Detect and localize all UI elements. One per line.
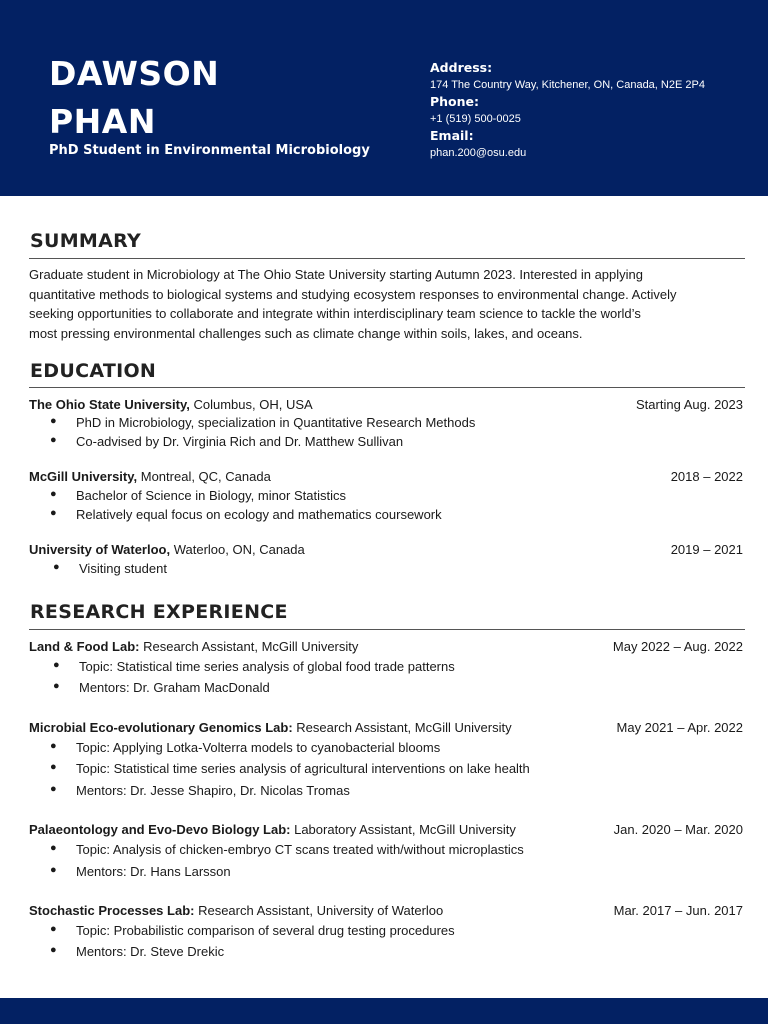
- address-value: 174 The Country Way, Kitchener, ON, Canada, N2E 2P4: [430, 79, 705, 91]
- list-item: [50, 507, 442, 522]
- bullet-icon: ●: [50, 488, 57, 500]
- education-rule: [29, 387, 745, 388]
- list-item-text: Mentors: Dr. Jesse Shapiro, Dr. Nicolas Tromas: [76, 783, 350, 798]
- entry-org: The Ohio State University,: [29, 397, 190, 412]
- header-banner: [0, 0, 768, 196]
- list-item: [50, 434, 403, 449]
- entry-role: Research Assistant, McGill University: [292, 720, 512, 735]
- bullet-icon: ●: [50, 923, 57, 935]
- entry-org: Land & Food Lab:: [29, 639, 140, 654]
- bullet-icon: ●: [50, 761, 57, 773]
- name-line-1: DAWSON: [49, 54, 220, 93]
- entry-date: May 2022 – Aug. 2022: [612, 639, 743, 654]
- subtitle: PhD Student in Environmental Microbiology: [49, 143, 370, 158]
- list-item-text: Topic: Analysis of chicken-embryo CT scans treated with/without microplastics: [76, 842, 524, 857]
- list-item: [53, 659, 455, 674]
- bullet-icon: ●: [50, 864, 57, 876]
- entry-date: Starting Aug. 2023: [636, 397, 743, 412]
- summary-heading: SUMMARY: [30, 230, 142, 252]
- list-item: [50, 740, 440, 755]
- bullet-icon: ●: [50, 415, 57, 427]
- bullet-icon: ●: [50, 944, 57, 956]
- summary-line: quantitative methods to biological systems and studying ecosystem responses to environmental change. Actively: [29, 286, 677, 302]
- entry-place: Columbus, OH, USA: [189, 397, 313, 412]
- list-item-text: PhD in Microbiology, specialization in Quantitative Research Methods: [76, 415, 476, 430]
- entry-place: Montreal, QC, Canada: [137, 469, 271, 484]
- summary-rule: [29, 258, 745, 259]
- research-rule: [29, 629, 745, 630]
- entry-org: McGill University,: [29, 469, 138, 484]
- list-item-text: Mentors: Dr. Steve Drekic: [76, 944, 225, 959]
- list-item-text: Topic: Statistical time series analysis of global food trade patterns: [79, 659, 455, 674]
- entry-title: [29, 397, 313, 412]
- footer-bar: [0, 998, 768, 1024]
- list-item-text: Bachelor of Science in Biology, minor Statistics: [76, 488, 346, 503]
- entry-title: [29, 720, 512, 735]
- contact-info: [430, 60, 705, 162]
- entry-title: [29, 639, 358, 654]
- list-item: [53, 561, 167, 576]
- entry-date: May 2021 – Apr. 2022: [616, 720, 743, 735]
- list-item-text: Mentors: Dr. Graham MacDonald: [79, 680, 270, 695]
- education-heading: EDUCATION: [30, 360, 157, 382]
- entry-date: 2019 – 2021: [670, 542, 743, 557]
- research-entry: [29, 822, 743, 837]
- list-item: [50, 864, 231, 879]
- entry-org: Palaeontology and Evo-Devo Biology Lab:: [29, 822, 291, 837]
- entry-title: [29, 469, 271, 484]
- entry-org: University of Waterloo,: [29, 542, 171, 557]
- entry-role: Research Assistant, University of Waterloo: [194, 903, 444, 918]
- summary-line: most pressing environmental challenges such as climate change within soils, lakes, and oceans.: [29, 325, 583, 341]
- entry-role: Research Assistant, McGill University: [139, 639, 359, 654]
- list-item-text: Visiting student: [79, 561, 167, 576]
- entry-date: 2018 – 2022: [670, 469, 743, 484]
- education-entry: [29, 397, 743, 412]
- list-item: [50, 415, 475, 430]
- bullet-icon: ●: [53, 680, 60, 692]
- bullet-icon: ●: [50, 434, 57, 446]
- summary-line: Graduate student in Microbiology at The Ohio State University starting Autumn 2023. Interested in applying: [29, 267, 643, 282]
- phone-value: +1 (519) 500-0025: [430, 113, 521, 125]
- entry-place: Waterloo, ON, Canada: [170, 542, 305, 557]
- list-item: [50, 944, 224, 959]
- bullet-icon: ●: [53, 659, 60, 671]
- bullet-icon: ●: [50, 507, 57, 519]
- email-value: phan.200@osu.edu: [430, 147, 527, 159]
- bullet-icon: ●: [50, 740, 57, 752]
- entry-date: Mar. 2017 – Jun. 2017: [613, 903, 743, 918]
- entry-role: Laboratory Assistant, McGill University: [290, 822, 516, 837]
- education-entry: [29, 542, 743, 557]
- education-entry: [29, 469, 743, 484]
- email-label: Email:: [430, 128, 474, 143]
- summary-line: seeking opportunities to collaborate and integrate within interdisciplinary team science to tackle the world’s: [29, 306, 641, 321]
- bullet-icon: ●: [50, 783, 57, 795]
- bullet-icon: ●: [53, 561, 60, 573]
- bullet-icon: ●: [50, 842, 57, 854]
- name-line-2: PHAN: [49, 102, 156, 141]
- entry-title: [29, 822, 516, 837]
- research-entry: [29, 639, 743, 654]
- list-item: [50, 488, 346, 503]
- list-item: [50, 783, 350, 798]
- list-item-text: Co-advised by Dr. Virginia Rich and Dr. Matthew Sullivan: [76, 434, 404, 449]
- address-label: Address:: [430, 60, 493, 75]
- entry-title: [29, 903, 443, 918]
- phone-label: Phone:: [430, 94, 480, 109]
- list-item-text: Relatively equal focus on ecology and mathematics coursework: [76, 507, 442, 522]
- list-item: [50, 842, 524, 857]
- entry-date: Jan. 2020 – Mar. 2020: [613, 822, 743, 837]
- list-item-text: Topic: Applying Lotka-Volterra models to cyanobacterial blooms: [76, 740, 441, 755]
- candidate-name: [49, 50, 219, 146]
- list-item-text: Topic: Statistical time series analysis of agricultural interventions on lake health: [76, 761, 530, 776]
- research-heading: RESEARCH EXPERIENCE: [30, 601, 288, 623]
- entry-org: Stochastic Processes Lab:: [29, 903, 195, 918]
- list-item: [50, 923, 455, 938]
- list-item: [53, 680, 270, 695]
- entry-title: [29, 542, 305, 557]
- research-entry: [29, 903, 743, 918]
- entry-org: Microbial Eco-evolutionary Genomics Lab:: [29, 720, 293, 735]
- research-entry: [29, 720, 743, 735]
- list-item-text: Topic: Probabilistic comparison of several drug testing procedures: [76, 923, 455, 938]
- list-item: [50, 761, 530, 776]
- list-item-text: Mentors: Dr. Hans Larsson: [76, 864, 231, 879]
- summary-text: [29, 265, 745, 343]
